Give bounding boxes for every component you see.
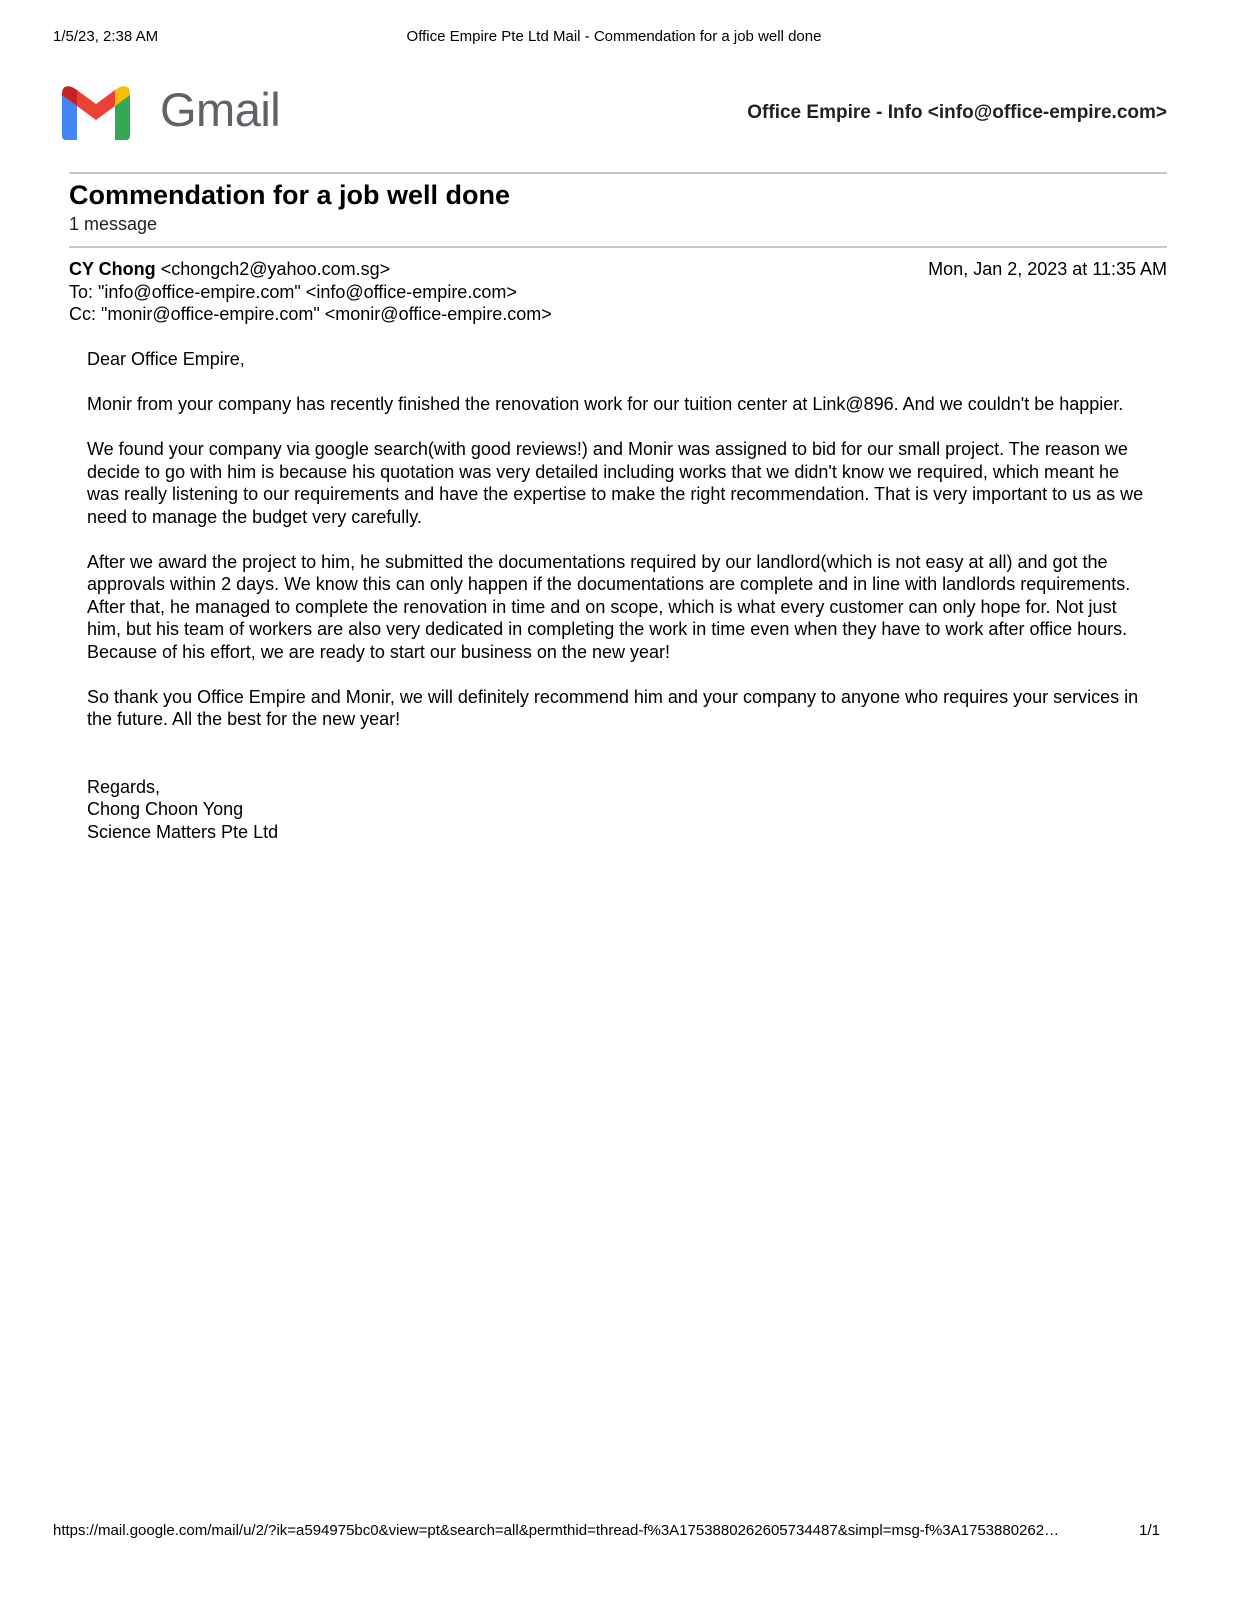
message-count: 1 message	[69, 214, 158, 234]
signature-company: Science Matters Pte Ltd	[87, 821, 279, 842]
gmail-wordmark: Gmail	[160, 83, 281, 136]
body-paragraph: After we award the project to him, he submitted the documentations required by our landlord(which is not easy at all) and got the approvals within 2 days. We know this can only happen if the documentations are complete and in line with landlords requirements. After that, he managed to complete the renovation in time and on scope, which is what every customer can only hope for. Not just him, but his team of workers are also very dedicated in completing the work in time even when they have to work after office hours. Because of his effort, we are ready to start our business on the new year!	[87, 551, 1131, 662]
signature-closing: Regards,	[87, 776, 161, 797]
subject-divider	[69, 246, 1167, 248]
signature	[87, 776, 1147, 844]
logo-row	[62, 80, 1167, 144]
gmail-m-icon	[62, 84, 130, 140]
to-recipients: To: "info@office-empire.com" <info@office-empire.com>	[69, 281, 517, 302]
message-body	[87, 348, 1147, 843]
print-url: https://mail.google.com/mail/u/2/?ik=a594975bc0&view=pt&search=all&permthid=thread-f%3A1753880262605734487&simpl=msg-f%3A1753880262…	[53, 1522, 1060, 1539]
body-paragraph: We found your company via google search(with good reviews!) and Monir was assigned to bid for our small project. The reason we decide to go with him is because his quotation was very detailed including works that we didn't know we required, which meant he was really listening to our requirements and have the expertise to make the right recommendation. That is very important to us as we need to manage the budget very carefully.	[87, 439, 1144, 527]
sender-email: <chongch2@yahoo.com.sg>	[160, 259, 391, 279]
print-date: 1/5/23, 2:38 AM	[53, 28, 159, 45]
signature-name: Chong Choon Yong	[87, 799, 244, 819]
body-paragraph: So thank you Office Empire and Monir, we will definitely recommend him and your company to anyone who requires your services in the future. All the best for the new year!	[87, 686, 1139, 729]
gmail-logo[interactable]	[62, 80, 292, 144]
thread-subject: Commendation for a job well done	[69, 180, 511, 210]
greeting: Dear Office Empire,	[87, 349, 245, 369]
print-header	[53, 28, 1175, 48]
page-number: 1/1	[1139, 1522, 1160, 1539]
header-divider	[69, 172, 1167, 174]
cc-recipients: Cc: "monir@office-empire.com" <monir@office-empire.com>	[69, 304, 552, 324]
print-document-title: Office Empire Pte Ltd Mail - Commendation for a job well done	[406, 28, 822, 45]
message-header	[69, 258, 1167, 326]
body-paragraph: Monir from your company has recently finished the renovation work for our tuition center at Link@896. And we couldn't be happier.	[87, 394, 1124, 414]
account-identity: Office Empire - Info <info@office-empire.com>	[747, 102, 1167, 123]
sender-name: CY Chong	[69, 259, 156, 279]
print-footer	[53, 1522, 1160, 1542]
sent-date: Mon, Jan 2, 2023 at 11:35 AM	[928, 259, 1167, 279]
